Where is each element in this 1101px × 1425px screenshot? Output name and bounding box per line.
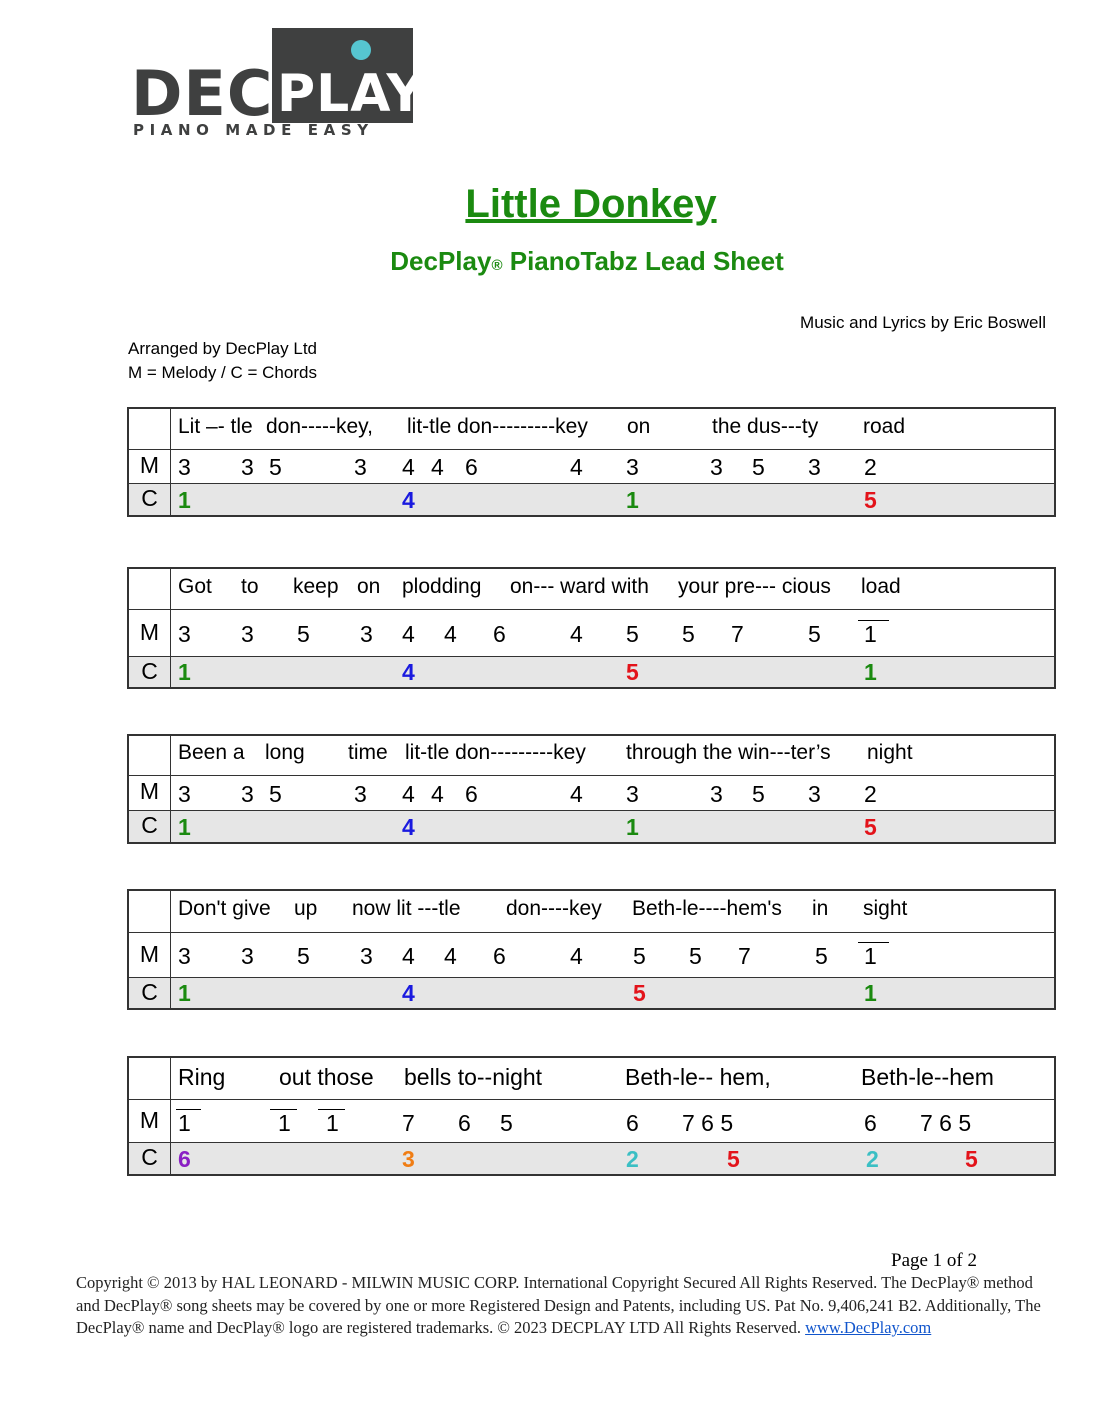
melody-note: 6 <box>458 1110 471 1136</box>
melody-note: 6 <box>465 781 478 807</box>
legend: M = Melody / C = Chords <box>128 363 317 382</box>
lyric: plodding <box>402 575 482 598</box>
melody-note: 7 <box>738 943 751 969</box>
melody-note: 3 <box>241 621 254 647</box>
melody-note: 3 <box>241 943 254 969</box>
music-credit: Music and Lyrics by Eric Boswell <box>800 313 1046 332</box>
chords-label: C <box>129 657 171 687</box>
chord: 5 <box>965 1146 978 1172</box>
lyric: don-----key, <box>266 415 373 438</box>
lyric: to <box>241 575 259 598</box>
chord: 4 <box>402 980 415 1006</box>
melody-note: 3 <box>241 781 254 807</box>
melody-note: 4 <box>570 781 583 807</box>
chord: 5 <box>727 1146 740 1172</box>
melody-note: 3 <box>241 454 254 480</box>
melody-note: 3 <box>360 621 373 647</box>
logo-dot-icon <box>351 40 371 60</box>
lyric: up <box>294 897 318 920</box>
melody-note: 3 <box>178 943 191 969</box>
lyric: night <box>867 741 913 764</box>
melody-note: 2 <box>864 454 877 480</box>
chords-label: C <box>129 978 171 1008</box>
copyright-text: Copyright © 2013 by HAL LEONARD - MILWIN MUSIC CORP. International Copyright Secured All Rights Reserved. The DecPlay® method and DecPlay® song sheets may be covered by one or more Registered Design and Patents, including US. Pat No. 9,406,241 B2. Additionally, The DecPlay® name and DecPlay® logo are registered trademarks. © 2023 DECPLAY LTD All Rights Reserved. <box>76 1273 1041 1337</box>
melody-label: M <box>129 776 171 810</box>
row-label-empty <box>129 891 171 932</box>
melody-note: 3 <box>808 454 821 480</box>
melody-note: 4 <box>444 943 457 969</box>
row-label-empty <box>129 409 171 449</box>
chord: 5 <box>864 814 877 840</box>
melody-note: 3 <box>360 943 373 969</box>
melody-note: 5 <box>682 621 695 647</box>
melody-note: 5 <box>689 943 702 969</box>
chord: 5 <box>864 487 877 513</box>
lyric: Got <box>178 575 212 598</box>
melody-note: 5 <box>269 454 282 480</box>
chord: 4 <box>402 814 415 840</box>
melody-note: 5 <box>297 621 310 647</box>
chords-label: C <box>129 1143 171 1174</box>
melody-note: 3 <box>178 454 191 480</box>
lyrics-row <box>129 891 1054 932</box>
lyrics-row <box>129 736 1054 775</box>
lyric: time <box>348 741 388 764</box>
chord: 6 <box>178 1146 191 1172</box>
chord: 1 <box>626 814 639 840</box>
melody-note: 5 <box>626 621 639 647</box>
melody-note-high: 1 <box>858 942 889 970</box>
melody-note: 7 <box>731 621 744 647</box>
melody-note: 6 <box>626 1110 639 1136</box>
chord: 3 <box>402 1146 415 1172</box>
melody-note-high: 1 <box>318 1109 345 1137</box>
row-label-empty <box>129 569 171 609</box>
melody-note: 4 <box>570 454 583 480</box>
tab-block <box>127 567 1056 689</box>
lyric: Lit –- tle <box>178 415 253 438</box>
melody-note: 4 <box>570 621 583 647</box>
lyric: Don't give <box>178 897 271 920</box>
melody-note: 5 <box>269 781 282 807</box>
chord: 2 <box>866 1146 879 1172</box>
chord: 1 <box>178 814 191 840</box>
melody-note: 4 <box>402 621 415 647</box>
melody-note: 7 <box>402 1110 415 1136</box>
copyright-notice <box>76 1272 1041 1340</box>
chord: 4 <box>402 659 415 685</box>
lyric: sight <box>863 897 908 920</box>
melody-note: 3 <box>626 454 639 480</box>
website-link[interactable]: www.DecPlay.com <box>805 1318 932 1337</box>
melody-note: 3 <box>354 454 367 480</box>
lyric: Been a <box>178 741 245 764</box>
melody-note-high: 1 <box>270 1109 297 1137</box>
lyric: out those <box>279 1064 374 1090</box>
melody-note: 4 <box>402 781 415 807</box>
melody-label: M <box>129 1100 171 1142</box>
chord: 2 <box>626 1146 639 1172</box>
row-label-empty <box>129 1058 171 1099</box>
melody-note: 3 <box>808 781 821 807</box>
logo-dec-text: DEC <box>131 57 274 130</box>
lyric: Beth-le----hem's <box>632 897 782 920</box>
chord: 1 <box>178 487 191 513</box>
melody-note: 6 <box>465 454 478 480</box>
lyrics-row <box>129 1058 1054 1099</box>
melody-note: 3 <box>710 454 723 480</box>
melody-note-high: 1 <box>858 620 889 648</box>
melody-row <box>129 609 1054 656</box>
melody-note: 5 <box>752 781 765 807</box>
lyrics-row <box>129 409 1054 449</box>
decplay-logo <box>131 28 426 140</box>
lyrics-row <box>129 569 1054 609</box>
lyric: on--- ward with <box>510 575 649 598</box>
lyric: Beth-le--hem <box>861 1064 994 1090</box>
melody-note: 3 <box>710 781 723 807</box>
melody-note: 4 <box>402 943 415 969</box>
lyric: in <box>812 897 829 920</box>
melody-note: 3 <box>354 781 367 807</box>
chord: 1 <box>864 659 877 685</box>
page-number: Page 1 of 2 <box>891 1250 978 1271</box>
melody-note: 6 <box>493 943 506 969</box>
melody-note: 4 <box>570 943 583 969</box>
chords-row <box>129 656 1054 687</box>
song-title: Little Donkey <box>465 182 717 226</box>
chord: 1 <box>178 659 191 685</box>
melody-note: 7 6 5 <box>682 1110 734 1136</box>
row-label-empty <box>129 736 171 775</box>
chords-row <box>129 483 1054 515</box>
chord: 5 <box>626 659 639 685</box>
melody-row <box>129 932 1054 977</box>
chords-row <box>129 977 1054 1008</box>
logo-tagline: PIANO MADE EASY <box>133 121 374 139</box>
chords-label: C <box>129 484 171 515</box>
melody-note: 3 <box>626 781 639 807</box>
subtitle-brand: DecPlay <box>390 246 492 276</box>
chord: 5 <box>633 980 646 1006</box>
lyric: lit-tle don---------key <box>407 415 588 438</box>
lyric: keep <box>293 575 339 598</box>
lyric: lit-tle don---------key <box>405 741 586 764</box>
lyric: long <box>265 741 305 764</box>
tab-block <box>127 734 1056 844</box>
melody-note: 5 <box>633 943 646 969</box>
subtitle-reg-mark: ® <box>491 257 503 274</box>
melody-note: 5 <box>815 943 828 969</box>
melody-label: M <box>129 450 171 483</box>
melody-note: 2 <box>864 781 877 807</box>
melody-note: 5 <box>297 943 310 969</box>
lyric: don----key <box>506 897 602 920</box>
melody-note: 4 <box>444 621 457 647</box>
tab-block <box>127 1056 1056 1176</box>
chord: 1 <box>864 980 877 1006</box>
lyric: now lit ---tle <box>352 897 461 920</box>
chords-row <box>129 810 1054 842</box>
melody-note: 4 <box>402 454 415 480</box>
chords-label: C <box>129 811 171 842</box>
melody-note: 7 6 5 <box>920 1110 972 1136</box>
melody-note: 3 <box>178 621 191 647</box>
tab-block <box>127 407 1056 517</box>
lyric: on <box>357 575 381 598</box>
lyric: through the win---ter’s <box>626 741 831 764</box>
melody-note-high: 1 <box>176 1109 201 1137</box>
logo-play-text: PLAY <box>277 64 426 124</box>
chord: 4 <box>402 487 415 513</box>
arrangement-info <box>128 337 317 385</box>
arranged-by: Arranged by DecPlay Ltd <box>128 339 317 358</box>
melody-note: 4 <box>431 454 444 480</box>
melody-note: 5 <box>752 454 765 480</box>
melody-row <box>129 775 1054 810</box>
lyric: your pre--- cious <box>678 575 831 598</box>
melody-label: M <box>129 610 171 656</box>
tab-block <box>127 889 1056 1010</box>
melody-note: 6 <box>864 1110 877 1136</box>
lyric: bells to--night <box>404 1064 543 1090</box>
lyric: Ring <box>178 1064 226 1090</box>
lyric: on <box>627 415 651 438</box>
melody-row <box>129 449 1054 483</box>
melody-note: 3 <box>178 781 191 807</box>
melody-note: 4 <box>431 781 444 807</box>
lyric: the dus---ty <box>712 415 819 438</box>
lyric: load <box>861 575 901 598</box>
melody-label: M <box>129 933 171 977</box>
lyric: Beth-le-- hem, <box>625 1064 771 1090</box>
melody-note: 6 <box>493 621 506 647</box>
melody-note: 5 <box>808 621 821 647</box>
chord: 1 <box>626 487 639 513</box>
sheet-subtitle <box>0 246 1101 277</box>
chords-row <box>129 1142 1054 1174</box>
subtitle-rest: PianoTabz Lead Sheet <box>502 246 784 276</box>
chord: 1 <box>178 980 191 1006</box>
melody-row <box>129 1099 1054 1142</box>
melody-note: 5 <box>500 1110 513 1136</box>
lyric: road <box>863 415 906 438</box>
